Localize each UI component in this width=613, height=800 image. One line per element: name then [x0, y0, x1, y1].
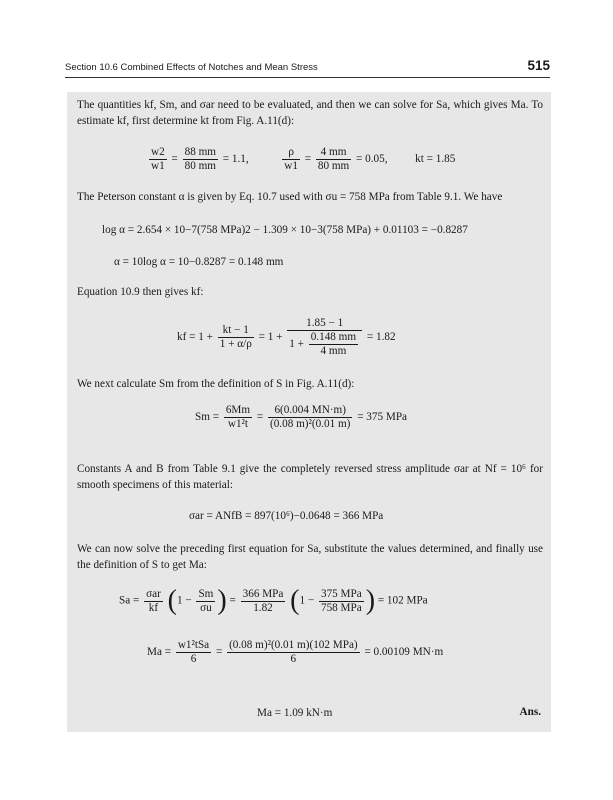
- section-title: Section 10.6 Combined Effects of Notches and Mean Stress: [65, 62, 318, 73]
- page-header: [65, 56, 550, 78]
- equation-ma: Ma = $\frac{\text{w1²tSa}}{6}$ = $\frac{\text{(0.08 m)²(0.01 m)(102 MPa)}}{6}$ = 0.00109 MN·m: [147, 639, 444, 665]
- paragraph-3: Equation 10.9 then gives kf:: [77, 286, 204, 298]
- equation-ma-final: Ma = 1.09 kN·m: [257, 707, 333, 719]
- page-number: 515: [527, 58, 550, 73]
- equation-alpha: α = 10log α = 10−0.8287 = 0.148 mm: [114, 256, 284, 268]
- paragraph-2: The Peterson constant α is given by Eq. 10.7 used with σu = 758 MPa from Table 9.1. We have: [77, 191, 503, 203]
- equation-log-alpha: log α = 2.654 × 10−7(758 MPa)2 − 1.309 × 10−3(758 MPa) + 0.01103 = −0.8287: [102, 224, 468, 236]
- equation-geometry-ratios: $\frac{w2}{w1}$ = $\frac{88 mm}{80 mm}$ = 1.1, $\frac{\rho}{w1}$ = $\frac{4 mm}{80 mm}$ = 0.05, kt = 1.85: [151, 146, 456, 172]
- paragraph-6: We can now solve the preceding first equation for Sa, substitute the values determined, and finally use the definition of S to get Ma:: [77, 543, 543, 571]
- answer-label: Ans.: [519, 706, 541, 718]
- paragraph-1: The quantities kf, Sm, and σar need to be evaluated, and then we can solve for Sa, which gives Ma. To estimate kf, first determine kt from Fig. A.11(d):: [77, 99, 543, 127]
- equation-sm: Sm = $\frac{6Mm}{\text{w1²t}}$ = $\frac{6(0.004 MN\cdot m)}{\text{(0.08 m)²(0.01 m)}}$ = 375 MPa: [195, 404, 408, 430]
- paragraph-4: We next calculate Sm from the definition of S in Fig. A.11(d):: [77, 378, 355, 390]
- paragraph-5: Constants A and B from Table 9.1 give the completely reversed stress amplitude σar at Nf = 10⁶ for smooth specimens of this material:: [77, 463, 543, 491]
- equation-kf: kf = 1 + $\frac{kt - 1}{1 + \alpha/\rho}$ = 1 + 1.85 − 1 1 + $\frac{0.148 mm}{4 mm}$ = 1.82: [177, 317, 396, 357]
- header-rule: [65, 77, 550, 78]
- equation-sa: Sa = $\frac{\text{σar}}{kf}$ (1 − $\frac{Sm}{\sigma u}$ ) = $\frac{\text{366 MPa}}{1.82}$ (1 − $\frac{\text{375 MPa}}{\text{758 MPa}}$ ) = 102 MPa: [119, 585, 428, 616]
- example-solution-panel: [67, 92, 551, 732]
- equation-sigma-ar: σar = ANfB = 897(10⁶)−0.0648 = 366 MPa: [189, 510, 384, 522]
